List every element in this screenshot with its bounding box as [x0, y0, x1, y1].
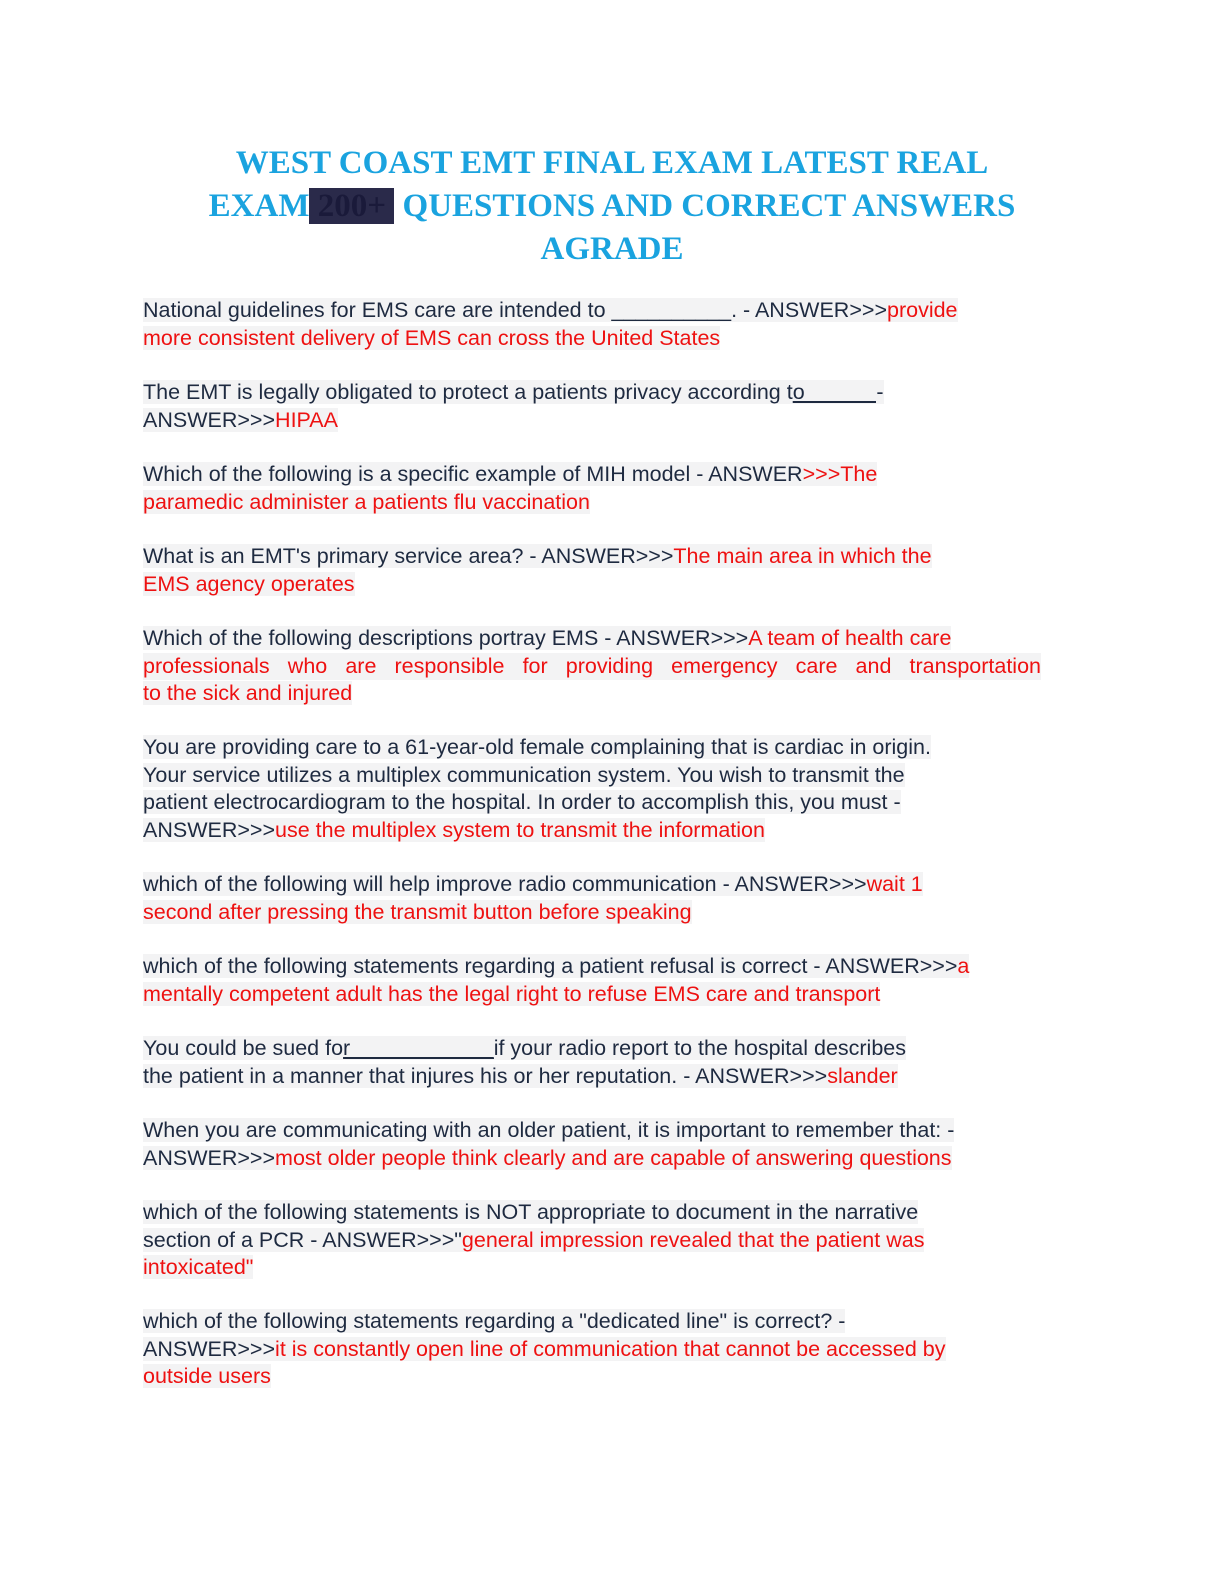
- title-line-2: [130, 185, 1094, 228]
- question-text: ANSWER>>>: [143, 817, 276, 842]
- question-blank: r____________: [343, 1036, 494, 1060]
- question-text: the patient in a manner that injures his or her reputation. - ANSWER>>>: [143, 1063, 828, 1088]
- title-highlight: [309, 188, 394, 224]
- answer-text: use the multiplex system to transmit the information: [275, 817, 765, 842]
- answer-text: A team of health care: [748, 626, 952, 650]
- document-title: [130, 142, 1094, 271]
- question-blank: o______: [792, 380, 877, 404]
- question-text: National guidelines for EMS care are intended to __________. - ANSWER>>>: [143, 298, 887, 322]
- qa-item: [143, 953, 1063, 1008]
- answer-text: slander: [827, 1063, 898, 1088]
- answer-text: a: [957, 954, 970, 978]
- answer-text: paramedic administer a patients flu vaccination: [143, 489, 590, 514]
- question-text: which of the following statements regarding a patient refusal is correct - ANSWER>>>: [143, 954, 958, 978]
- answer-text: outside users: [143, 1364, 271, 1388]
- qa-item: [143, 625, 1041, 708]
- title-line-1: WEST COAST EMT FINAL EXAM LATEST REAL: [235, 145, 989, 181]
- question-text: which of the following statements regarding a "dedicated line" is correct? -: [143, 1309, 846, 1333]
- answer-text: mentally competent adult has the legal right to refuse EMS care and transport: [143, 981, 881, 1006]
- qa-item: [143, 871, 1063, 926]
- question-text: You are providing care to a 61-year-old female complaining that is cardiac in origin.: [143, 735, 931, 759]
- question-text: Your service utilizes a multiplex communication system. You wish to transmit the: [143, 762, 905, 787]
- answer-text: to the sick and injured: [143, 681, 353, 705]
- question-text: ANSWER>>>: [143, 1336, 276, 1361]
- question-text: if your radio report to the hospital describes: [493, 1036, 907, 1060]
- answer-text: >>>The: [802, 462, 878, 486]
- answer-text: EMS agency operates: [143, 571, 355, 596]
- question-text: section of a PCR - ANSWER>>>": [143, 1227, 462, 1252]
- qa-item: [143, 734, 1063, 844]
- answer-text: more consistent delivery of EMS can cross the United States: [143, 325, 721, 350]
- qa-item: [143, 461, 1063, 516]
- question-text: The EMT is legally obligated to protect a patients privacy according t: [143, 380, 793, 404]
- answer-text: provide: [887, 298, 958, 322]
- qa-item: [143, 1199, 1063, 1282]
- answer-text: second after pressing the transmit button before speaking: [143, 899, 692, 924]
- question-text: ANSWER>>>: [143, 1145, 276, 1170]
- question-text: When you are communicating with an older patient, it is important to remember that: -: [143, 1118, 955, 1142]
- qa-item: [143, 379, 1063, 434]
- question-text: You could be sued fo: [143, 1036, 344, 1060]
- qa-item: [143, 543, 1063, 598]
- title-line-3: AGRADE: [540, 231, 684, 267]
- answer-text: The main area in which the: [673, 544, 932, 568]
- answer-text: intoxicated": [143, 1255, 254, 1279]
- question-text: Which of the following is a specific example of MIH model - ANSWER: [143, 462, 803, 486]
- qa-item: [143, 1117, 1063, 1172]
- answer-text: wait 1: [866, 872, 923, 896]
- answer-text: most older people think clearly and are capable of answering questions: [275, 1145, 952, 1170]
- answer-text: general impression revealed that the patient was: [461, 1227, 925, 1252]
- question-text: What is an EMT's primary service area? - ANSWER>>>: [143, 544, 674, 568]
- qa-item: [143, 1308, 1063, 1391]
- question-text: ANSWER>>>: [143, 407, 276, 432]
- answer-text: HIPAA: [275, 407, 338, 432]
- title-count: 200+: [317, 188, 387, 224]
- question-text: which of the following statements is NOT appropriate to document in the narrative: [143, 1200, 919, 1224]
- question-text: -: [876, 380, 884, 404]
- qa-item: [143, 297, 1063, 352]
- qa-item: [143, 1035, 1063, 1090]
- question-text: Which of the following descriptions portray EMS - ANSWER>>>: [143, 626, 749, 650]
- question-text: patient electrocardiogram to the hospital. In order to accomplish this, you must -: [143, 790, 901, 814]
- question-text: which of the following will help improve radio communication - ANSWER>>>: [143, 872, 867, 896]
- answer-text: it is constantly open line of communication that cannot be accessed by: [275, 1336, 946, 1361]
- title-questions: QUESTIONS AND CORRECT ANSWERS: [402, 188, 1016, 224]
- answer-text: professionals who are responsible for providing emergency care and transportation: [143, 653, 1041, 681]
- title-exam-word: EXAM: [208, 188, 310, 224]
